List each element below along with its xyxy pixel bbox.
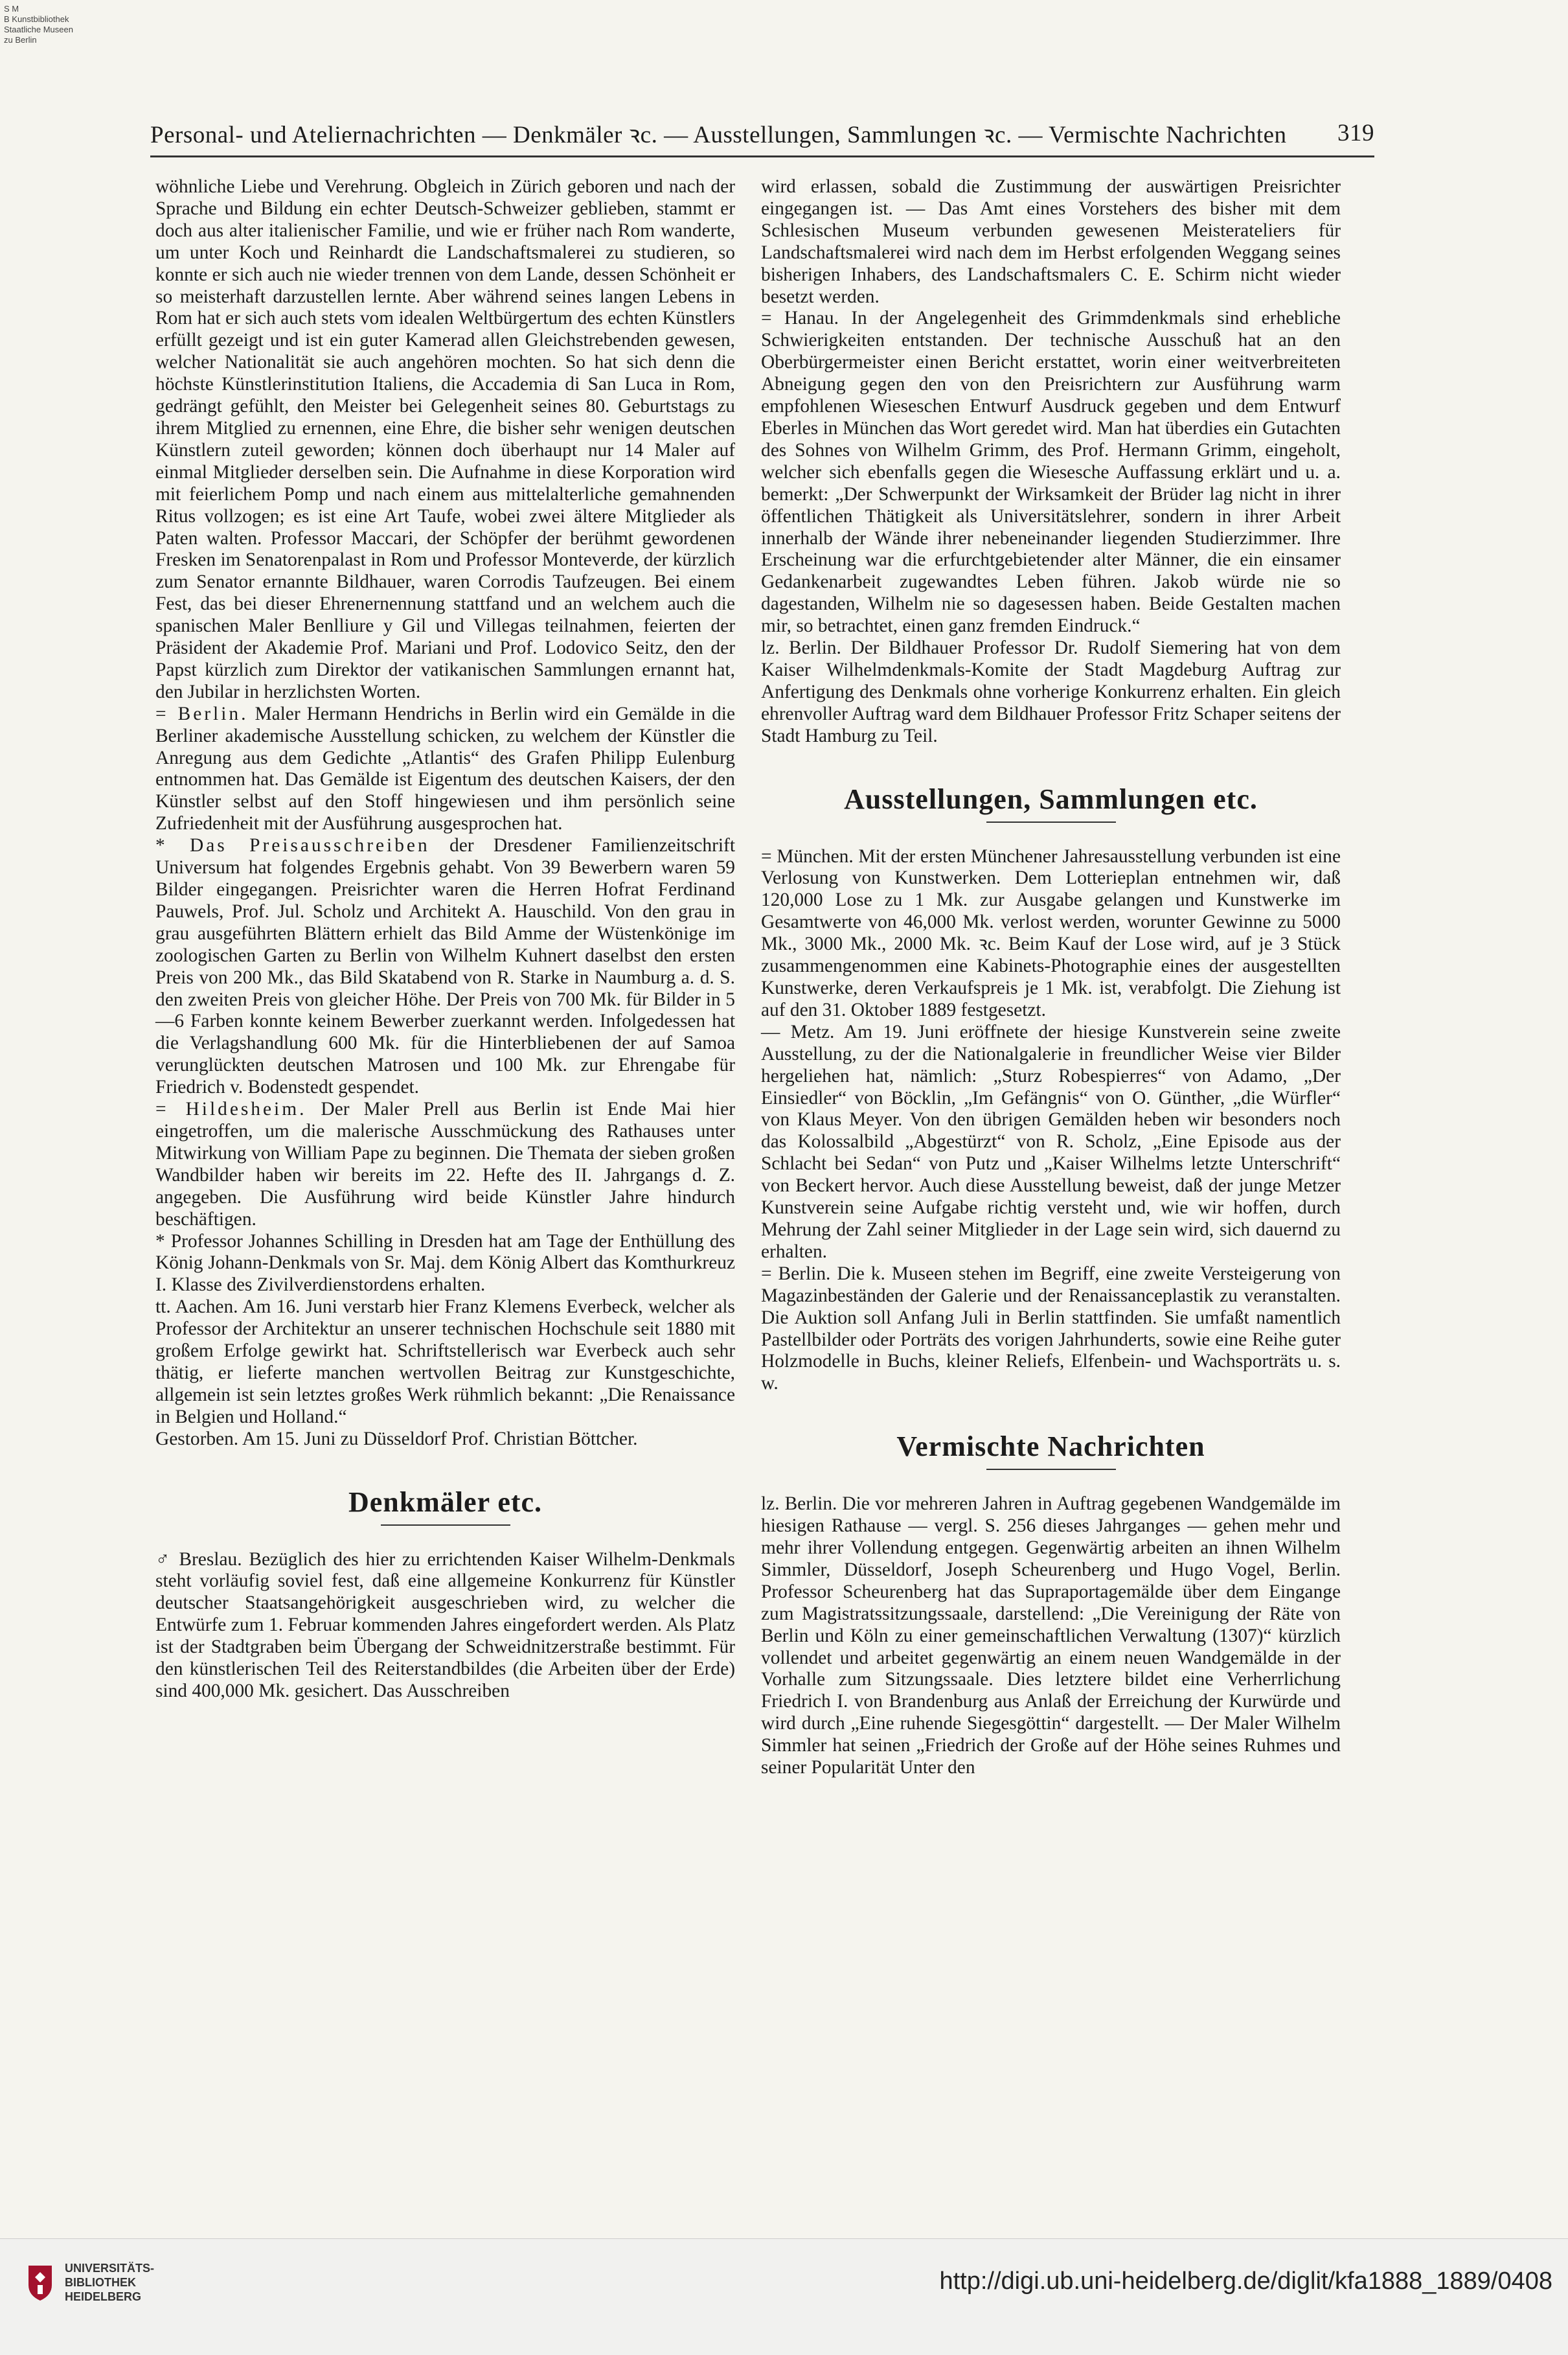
place-name: = Berlin. <box>155 703 249 724</box>
paragraph: = München. Mit der ersten Münchener Jahresausstellung verbunden ist eine Verlosung von Kunstwerken. Dem Lotterieplan entnehmen wir, daß 120,000 Lose zu 1 Mk. zur Ausgabe gelangen und Kunstwerke im Gesamtwerte von 46,000 Mk. verlost werden, worunter Gewinne zu 5000 Mk., 3000 Mk., 2000 Mk. ꝛc. Beim Kauf der Lose wird, auf je 3 Stück zusammengenommen eine Kabinets-Photographie eines der ausgestellten Kunstwerke, deren Verkaufspreis je 1 Mk. ist, verabfolgt. Die Ziehung ist auf den 31. Oktober 1889 festgesetzt. <box>761 845 1341 1020</box>
paragraph: tt. Aachen. Am 16. Juni verstarb hier Franz Klemens Everbeck, welcher als Professor der Architektur an unserer technischen Hochschule seit 1880 mit großem Erfolge gewirkt hat. Schriftstellerisch war Everbeck auch sehr thätig, er lieferte manchen wertvollen Beitrag zur Kunstgeschichte, allgemein ist sein letztes großes Werk rühmlich bekannt: „Die Renaissance in Belgien und Holland.“ <box>155 1296 735 1427</box>
place-name: * Das Preisausschreiben <box>155 835 430 856</box>
paragraph: = Hanau. In der Angelegenheit des Grimmdenkmals sind erhebliche Schwierigkeiten entstanden. Der technische Ausschuß hat an den Oberbürgermeister einen Bericht erstattet, worin einer weitverbreiteten Abneigung gegen den von den Preisrichtern zur Ausführung warm empfohlenen Wieseschen Entwurf Ausdruck gegeben und dem Entwurf Eberles in München das Wort geredet wird. Man hat überdies ein Gutachten des Sohnes von Wilhelm Grimm, des Prof. Hermann Grimm, eingeholt, welcher sich ebenfalls gegen die Wiesesche Auffassung erklärt und u. a. bemerkt: „Der Schwerpunkt der Wirksamkeit der Brüder lag nicht in ihrer öffentlichen Thätigkeit als Universitätslehrer, sondern in ihrer Arbeit innerhalb der Wände ihrer nebeneinander liegenden Studierzimmer. Ihre Erscheinung war die erfurchtgebietender alter Männer, die ein einsamer Gedankenarbeit zugewandtes Leben führen. Jakob würde nie so dagestanden, Wilhelm nie so dagesessen haben. Beide Gestalten machen mir, so betrachtet, einen ganz fremden Eindruck.“ <box>761 308 1341 637</box>
paragraph: ♂ Breslau. Bezüglich des hier zu errichtenden Kaiser Wilhelm-Denkmals steht vorläufig soviel fest, daß eine allgemeine Konkurrenz für Künstler deutscher Staatsangehörigkeit ausgeschrieben wird, zu welcher die Entwürfe zum 1. Februar kommenden Jahres eingefordert werden. Als Platz ist der Stadtgraben beim Übergang der Schweidnitzerstraße bestimmt. Für den künstlerischen Teil des Reiterstandbildes (die Arbeiten über der Erde) sind 400,000 Mk. gesichert. Das Ausschreiben <box>155 1548 735 1701</box>
paragraph: Gestorben. Am 15. Juni zu Düsseldorf Prof. Christian Böttcher. <box>155 1428 638 1449</box>
source-url[interactable]: http://digi.ub.uni-heidelberg.de/diglit/kfa1888_1889/0408 <box>939 2268 1552 2295</box>
section-heading <box>155 1484 735 1526</box>
library-crest-icon <box>26 2263 54 2302</box>
running-header <box>150 110 1374 157</box>
paragraph-text: der Dresdener Familienzeitschrift Universum hat folgendes Ergebnis gehabt. Von 39 Bewerbern waren 59 Bilder eingegangen. Preisrichter waren die Herren Hofrat Ferdinand Pauwels, Prof. Jul. Scholz und Architekt A. Hauschild. Von den grau in grau ausgeführten Blättern erhielt das Bild Amme der Wüstenkönige im zoologischen Garten zu Berlin von Wilhelm Kuhnert daselbst den ersten Preis von 200 Mk., das Bild Skatabend von R. Starke in Naumburg a. d. S. den zweiten Preis von gleicher Höhe. Der Preis von 700 Mk. für Bilder in 5—6 Farben konnte keinem Bewerber zuerkannt werden. Infolgedessen hat die Verlagshandlung 600 Mk. für die Hinterbliebenen der auf Samoa verunglückten deutschen Matrosen und 100 Mk. zur Ehrengabe für Friedrich v. Bodenstedt gespendet. <box>155 835 736 1098</box>
right-column <box>761 176 1341 1779</box>
header-title: Personal- und Ateliernachrichten — Denkmäler ꝛc. — Ausstellungen, Sammlungen ꝛc. — Vermischte Nachrichten <box>150 121 1287 148</box>
paragraph: lz. Berlin. Der Bildhauer Professor Dr. Rudolf Siemering hat von dem Kaiser Wilhelmdenkmals-Komite der Stadt Magdeburg Auftrag zur Anfertigung des Denkmals ohne vorherige Konkurrenz erhalten. Ein gleich ehrenvoller Auftrag ward dem Bildhauer Professor Fritz Schaper seitens der Stadt Hamburg zu Teil. <box>761 638 1341 746</box>
section-heading-text: Ausstellungen, Sammlungen etc. <box>844 783 1258 815</box>
paragraph: lz. Berlin. Die vor mehreren Jahren in Auftrag gegebenen Wandgemälde im hiesigen Rathause — vergl. S. 256 dieses Jahrganges — gehen mehr und mehr ihrer Vollendung entgegen. Gegenwärtig arbeiten an ihnen Wilhelm Simmler, Düsseldorf, Joseph Scheurenberg und Hugo Vogel, Berlin. Professor Scheurenberg hat das Supraportagemälde über dem Eingange zum Magistratssitzungssaale, darstellend: „Die Vereinigung der Räte von Berlin und Köln zu einer gemeinschaftlichen Verwaltung (1307)“ kürzlich vollendet und arbeitet gegenwärtig an einem neuen Wandgemälde in der Vorhalle zum Sitzungssaale. Dies letztere bildet eine Verherrlichung Friedrich I. von Brandenburg aus Anlaß der Erreichung der Kurwürde und wird durch „Eine ruhende Siegesgöttin“ dargestellt. — Der Maler Wilhelm Simmler hat seinen „Friedrich der Große auf der Höhe seines Ruhmes und seiner Popularität Unter den <box>761 1493 1341 1778</box>
paragraph: wöhnliche Liebe und Verehrung. Obgleich in Zürich geboren und nach der Sprache und Bildung ein echter Deutsch-Schweizer geblieben, stammt er doch aus alter italienischer Familie, und wie er früher nach Rom wanderte, um unter Koch und Reinhardt die Landschaftsmalerei zu studieren, so konnte er sich auch nie wieder trennen von dem Lande, dessen Schönheit er so meisterhaft darzustellen lernte. Aber während seines langen Lebens in Rom hat er sich auch stets vom idealen Weltbürgertum des echten Künstlers erfüllt gezeigt und ist ein guter Kamerad allen Gleichstrebenden gewesen, welcher Nationalität sie auch angehören mochten. So hat sich denn die höchste Künstlerinstitution Italiens, die Accademia di San Luca in Rom, gedrängt gefühlt, den Meister bei Gelegenheit seines 80. Geburtstags zu ihrem Mitglied zu ernennen, eine Ehre, die bisher sehr wenigen deutschen Künstlern zuteil geworden; können doch überhaupt nur 14 Maler auf einmal Mitglieder derselben sein. Die Aufnahme in diese Korporation wird mit feierlichem Pomp und nach einem aus mittelalterliche gemahnenden Ritus vollzogen; es ist eine Art Taufe, wobei zwei ältere Mitglieder als Paten walten. Professor Maccari, der Schöpfer der berühmt gewordenen Fresken im Senatorenpalast in Rom und Professor Monteverde, der kürzlich zum Senator ernannte Bildhauer, waren Corrodis Taufzeugen. Bei einem Fest, das bei dieser Ehrenernennung stattfand und an welchem auch die spanischen Maler Benlliure y Gil und Villegas teilnahmen, feierten der Präsident der Akademie Prof. Mariani und Prof. Lodovico Seitz, den der Papst kürzlich zum Direktor der vatikanischen Sammlungen ernannt hat, den Jubilar in herzlichsten Worten. <box>155 176 735 702</box>
paragraph: — Metz. Am 19. Juni eröffnete der hiesige Kunstverein seine zweite Ausstellung, zu der die Nationalgalerie in freundlicher Weise vier Bilder hergeliehen hat, nämlich: „Sturz Robespierres“ von Adamo, „Der Einsiedler“ von Böcklin, „Im Gefängnis“ von O. Günther, „die Würfler“ von Klaus Meyer. Von den übrigen Gemälden heben wir besonders noch das Kolossalbild „Abgestürzt“ von R. Scholz, „Eine Episode aus der Schlacht bei Sedan“ von Putz und „Kaiser Wilhelms letzte Unterschrift“ von Beckert hervor. Auch diese Ausstellung beweist, daß der junge Metzer Kunstverein seine Aufgabe richtig versteht und, wie wir hoffen, durch Mehrung der Zahl seiner Mitglieder in der Lage sein wird, sich dauernd zu erhalten. <box>761 1021 1341 1262</box>
paragraph-text: Maler Hermann Hendrichs in Berlin wird ein Gemälde in die Berliner akademische Ausstellung schicken, zu welchem der Künstler die Anregung aus dem Gedichte „Atlantis“ des Grafen Philipp Eulenburg entnommen hat. Das Gemälde ist Eigentum des deutschen Kaisers, der den Künstler selbst auf den Stoff hingewiesen und ihm persönlich seine Zufriedenheit mit der Ausführung ausgesprochen hat. <box>155 703 735 834</box>
library-stamp <box>4 4 73 45</box>
paragraph <box>155 835 735 1099</box>
page-number: 319 <box>1337 119 1374 146</box>
stamp-line: Staatliche Museen <box>4 25 73 34</box>
paragraph-text: Der Maler Prell aus Berlin ist Ende Mai hier eingetroffen, um die malerische Ausschmückung des Rathauses unter Mitwirkung von William Pape zu beginnen. Die Themata der sieben großen Wandbilder haben wir bereits im 22. Hefte des II. Jahrgangs d. Z. angegeben. Die Ausführung wird beide Künstler Jahre hindurch beschäftigen. <box>155 1099 735 1230</box>
section-heading <box>761 1429 1341 1470</box>
stamp-line: zu Berlin <box>4 35 37 45</box>
paragraph: * Professor Johannes Schilling in Dresden hat am Tage der Enthüllung des König Johann-Denkmals von Sr. Maj. dem König Albert das Komthurkreuz I. Klasse des Zivilverdienstordens erhalten. <box>155 1230 735 1296</box>
paragraph: wird erlassen, sobald die Zustimmung der auswärtigen Preisrichter eingegangen ist. — Das Amt eines Vorstehers des bisher mit dem Schlesischen Museum verbunden gewesenen Meisterateliers für Landschaftsmalerei wird nach dem im Herbst erfolgenden Weggang seines bisherigen Inhabers, des Landschaftsmalers C. E. Schirm nicht wieder besetzt werden. <box>761 176 1341 307</box>
section-rule <box>986 1469 1116 1470</box>
library-logo[interactable] <box>26 2261 154 2304</box>
place-name: = Hildesheim. <box>155 1099 307 1120</box>
logo-text: UNIVERSITÄTS- BIBLIOTHEK HEIDELBERG <box>65 2262 155 2303</box>
stamp-line: B Kunstbibliothek <box>4 14 69 24</box>
section-rule <box>381 1524 510 1526</box>
left-column <box>155 176 735 1703</box>
stamp-line: S M <box>4 4 19 14</box>
section-heading-text: Denkmäler etc. <box>348 1486 543 1518</box>
paragraph <box>155 704 735 835</box>
section-heading-text: Vermischte Nachrichten <box>896 1430 1205 1463</box>
paragraph: = Berlin. Die k. Museen stehen im Begriff, eine zweite Versteigerung von Magazinbeständen der Galerie und der Renaissanceplastik zu veranstalten. Die Auktion soll Anfang Juli in Berlin stattfinden. Sie umfaßt namentlich Pastellbilder oder Porträts des vorigen Jahrhunderts, sowie eine Reihe guter Holzmodelle in Buchs, kleiner Reliefs, Elfenbein- und Wachsporträts u. s. w. <box>761 1263 1341 1394</box>
paragraph <box>155 1099 735 1230</box>
section-rule <box>986 821 1116 823</box>
footer-bar <box>0 2238 1568 2355</box>
section-heading <box>761 781 1341 823</box>
